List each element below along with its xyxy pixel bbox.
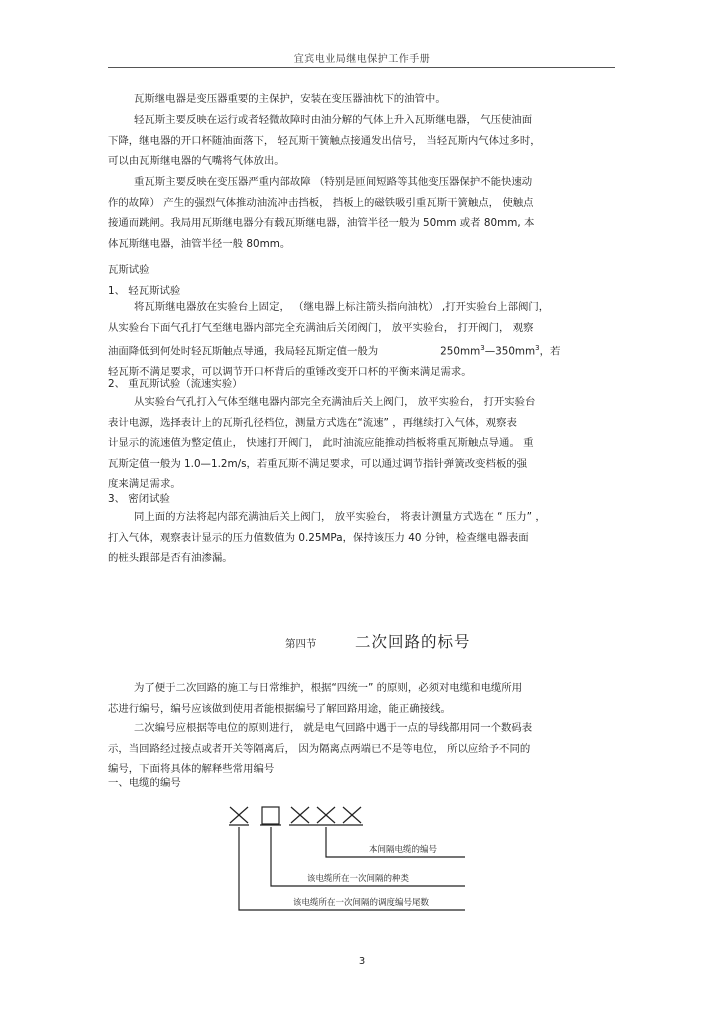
- text-line: 的桩头跟部是否有油渗漏。: [108, 552, 233, 565]
- value-text: 250mm: [440, 345, 481, 358]
- text-line: 下降，继电器的开口杯随油面落下， 轻瓦斯干簧触点接通发出信号， 当轻瓦斯内气体过多时，: [108, 134, 541, 147]
- seal-test-heading: 3、 密闭试验: [108, 493, 170, 505]
- text-line: 编号，下面将具体的解释些常用编号: [108, 763, 275, 776]
- light-gas-paragraph: [108, 297, 618, 383]
- text-line: 将瓦斯继电器放在实验台上固定， （继电器上标注箭头指向油枕） ,打开实验台上部阀门，: [134, 301, 550, 313]
- heavy-gas-paragraph: [108, 392, 618, 495]
- text-line: 作的故障） 产生的强烈气体推动油流冲击挡板， 挡板上的磁铁吸引重瓦斯干簧触点， 使触点: [108, 196, 534, 209]
- text-segment: 油面降低到何处时轻瓦斯触点导通，我局轻瓦斯定值一般为: [108, 345, 379, 358]
- numbering-paragraph-2: [108, 718, 618, 780]
- text-line: 轻瓦斯不满足要求，可以调节开口杯背后的重锤改变开口杯的平衡来满足需求。: [108, 366, 472, 379]
- x-mark-1: [229, 807, 249, 825]
- text-line: 计显示的流速值为整定值止， 快速打开阀门， 此时油流应能推动挡板将重瓦斯触点导通。 重: [108, 437, 534, 450]
- section-number: 第四节: [285, 638, 317, 650]
- box-mark: [262, 807, 279, 824]
- text-line: 接通而跳闸。我局用瓦斯继电器分有载瓦斯继电器，油管半径一般为 50mm 或者 80mm, 本: [108, 217, 535, 230]
- superscript: 3: [535, 344, 540, 353]
- running-header: 宜宾电业局继电保护工作手册: [293, 54, 431, 65]
- text-line: [108, 338, 618, 362]
- text-line: 可以由瓦斯继电器的气嘴将气体放出。: [108, 155, 285, 168]
- text-line: 二次编号应根据等电位的原则进行， 就是电气回路中遇于一点的导线都用同一个数码表: [134, 722, 533, 734]
- diagram-label-2: 该电缆所在一次间隔的种类: [307, 874, 410, 884]
- cable-numbering-heading: 一、电缆的编号: [108, 777, 181, 789]
- text-line: 从实验台下面气孔打气至继电器内部完全充满油后关闭阀门， 放平实验台， 打开阀门， 观察: [108, 321, 534, 334]
- heavy-gas-heading: 2、 重瓦斯试验（流速实验）: [108, 378, 243, 390]
- superscript: 3: [480, 344, 485, 353]
- intro-paragraph-2: [108, 110, 618, 172]
- test-title: 瓦斯试验: [108, 264, 150, 276]
- text-line: 瓦斯定值一般为 1.0—1.2m/s，若重瓦斯不满足要求，可以通过调节指针弹簧改变档板的强: [108, 457, 528, 470]
- intro-paragraph-3: [108, 172, 618, 254]
- text-line: 重瓦斯主要反映在变压器严重内部故障 （特别是匝间短路等其他变压器保护不能快速动: [134, 176, 533, 188]
- seal-test-paragraph: [108, 507, 618, 569]
- text-line: 示，当回路经过接点或者开关等隔离后， 因为隔离点两端已不是等电位， 所以应给予不同的: [108, 742, 531, 755]
- text-line: 为了便于二次回路的施工与日常维护，根据“四统一” 的原则，必须对电缆和电缆所用: [134, 682, 523, 694]
- text-line: 轻瓦斯主要反映在运行或者轻微故障时由油分解的气体上升入瓦斯继电器， 气压使油面: [134, 114, 533, 126]
- header-rule: [108, 67, 615, 68]
- numbering-paragraph-1: [108, 678, 618, 719]
- section-heading: [0, 630, 724, 656]
- text-line: 瓦斯继电器是变压器重要的主保护，安装在变压器油枕下的油管中。: [134, 93, 446, 105]
- text-line: 表计电源，选择表计上的瓦斯孔径档位，测量方式选在“流速” ，再继续打入气体，观察表: [108, 416, 517, 429]
- text-line: 从实验台气孔打入气体至继电器内部完全充满油后关上阀门， 放平实验台， 打开实验台: [134, 396, 536, 408]
- text-line: 打入气体，观察表计显示的压力值数值为 0.25MPa，保持该压力 40 分钟，检查继电器表面: [108, 531, 529, 544]
- cable-numbering-diagram: [225, 803, 485, 918]
- text-segment: ，若: [539, 345, 561, 358]
- value-text: —350mm: [484, 345, 536, 358]
- intro-paragraph-1: [108, 89, 618, 110]
- text-line: 体瓦斯继电器，油管半径一般 80mm。: [108, 237, 291, 250]
- text-line: 同上面的方法将起内部充满油后关上阀门， 放平实验台， 将表计测量方式选在 “ 压力” ，: [134, 511, 546, 523]
- text-line: 芯进行编号，编号应该做到使用者能根据编号了解回路用途，能正确接线。: [108, 702, 451, 715]
- section-name: 二次回路的标号: [355, 633, 471, 651]
- x-mark-4: [343, 807, 361, 823]
- x-mark-3: [317, 807, 335, 823]
- diagram-label-1: 本间隔电缆的编号: [369, 845, 438, 855]
- page-number: 3: [358, 956, 366, 967]
- light-gas-heading: 1、 轻瓦斯试验: [108, 285, 181, 297]
- diagram-label-3: 该电缆所在一次间隔的调度编号尾数: [293, 898, 430, 908]
- text-line: 度来满足需求。: [108, 478, 181, 491]
- x-mark-2: [291, 807, 309, 823]
